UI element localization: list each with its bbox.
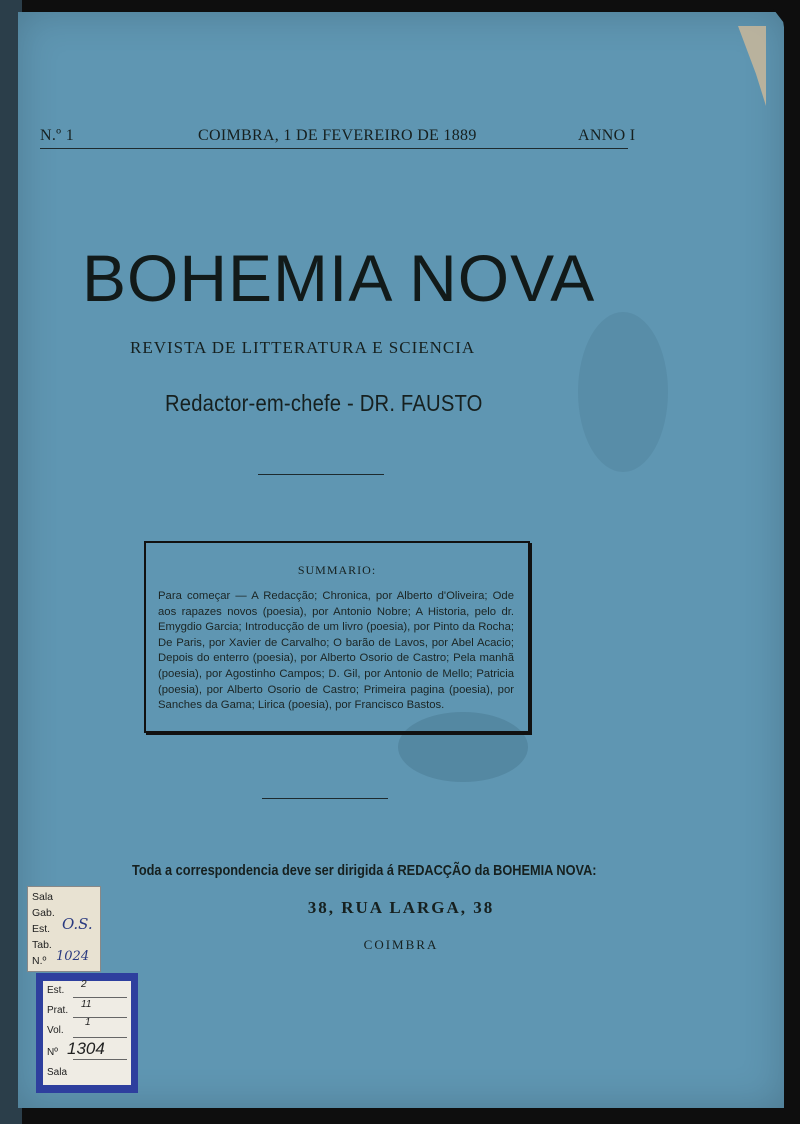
address: 38, RUA LARGA, 38 [307, 898, 495, 917]
label-gab: Gab. [32, 907, 55, 919]
label-no: N.º [32, 955, 47, 967]
summary-text: Para começar — A Redacção; Chronica, por Alberto d'Oliveira; Ode aos rapazes novos (poesia), por Antonio Nobre; A Historia, pelo dr. Emygdio Garcia; Introducção de um livro (poesia), por Pinto da Rocha; De Paris, por Xavier de Carvalho; O barão de Lavos, por Abel Acacio; Depois do enterro (poesia), por Alberto Osorio de Castro; Pela manhã (poesia), por Agostinho Campos; D. Gil, por Antonio de Mello; Patricia (poesia), por Alberto Osorio de Castro; Primeira pagina (poesia), por Sanches da Gama; Lirica (poesia), por Francisco Bastos. [158, 590, 514, 712]
library-shelf-label [27, 886, 101, 972]
label-tab: Tab. [32, 939, 52, 951]
magazine-cover [18, 12, 784, 1108]
divider-rule [258, 474, 384, 475]
label-est-value: O.S. [62, 915, 93, 933]
label2-line [73, 1059, 127, 1060]
label2-est-value: 2 [81, 979, 87, 990]
issue-number: N.º 1 [40, 127, 75, 144]
magazine-title: BOHEMIA NOVA [82, 241, 596, 315]
label2-vol: Vol. [47, 1025, 64, 1036]
label2-no-value: 1304 [67, 1039, 105, 1058]
cover-stain [578, 312, 668, 472]
city: COIMBRA [363, 937, 439, 952]
place-date: COIMBRA, 1 DE FEVEREIRO DE 1889 [198, 127, 477, 144]
label2-line [73, 1037, 127, 1038]
torn-corner [726, 26, 766, 106]
label2-est: Est. [47, 985, 65, 996]
summary-box [144, 541, 530, 733]
label-no-value: 1024 [56, 949, 90, 964]
divider-rule [262, 798, 388, 799]
label2-sala: Sala [47, 1067, 68, 1078]
editor-in-chief: Redactor-em-chefe - DR. FAUSTO [165, 390, 483, 416]
label-sala: Sala [32, 891, 54, 903]
library-catalog-label [36, 973, 138, 1093]
label2-line [73, 997, 127, 998]
label2-prat: Prat. [47, 1005, 69, 1016]
label2-no: Nº [47, 1047, 58, 1058]
summary-heading: SUMMARIO: [297, 563, 377, 577]
label2-line [73, 1017, 127, 1018]
label-est: Est. [32, 923, 51, 935]
magazine-subtitle: REVISTA DE LITTERATURA E SCIENCIA [130, 338, 476, 357]
label2-vol-value: 1 [85, 1017, 91, 1028]
correspondence-note: Toda a correspondencia deve ser dirigida á REDACÇÃO da BOHEMIA NOVA: [132, 862, 597, 879]
header-rule [40, 148, 628, 149]
label2-prat-value: 11 [81, 999, 92, 1010]
year-label: ANNO I [578, 127, 636, 144]
